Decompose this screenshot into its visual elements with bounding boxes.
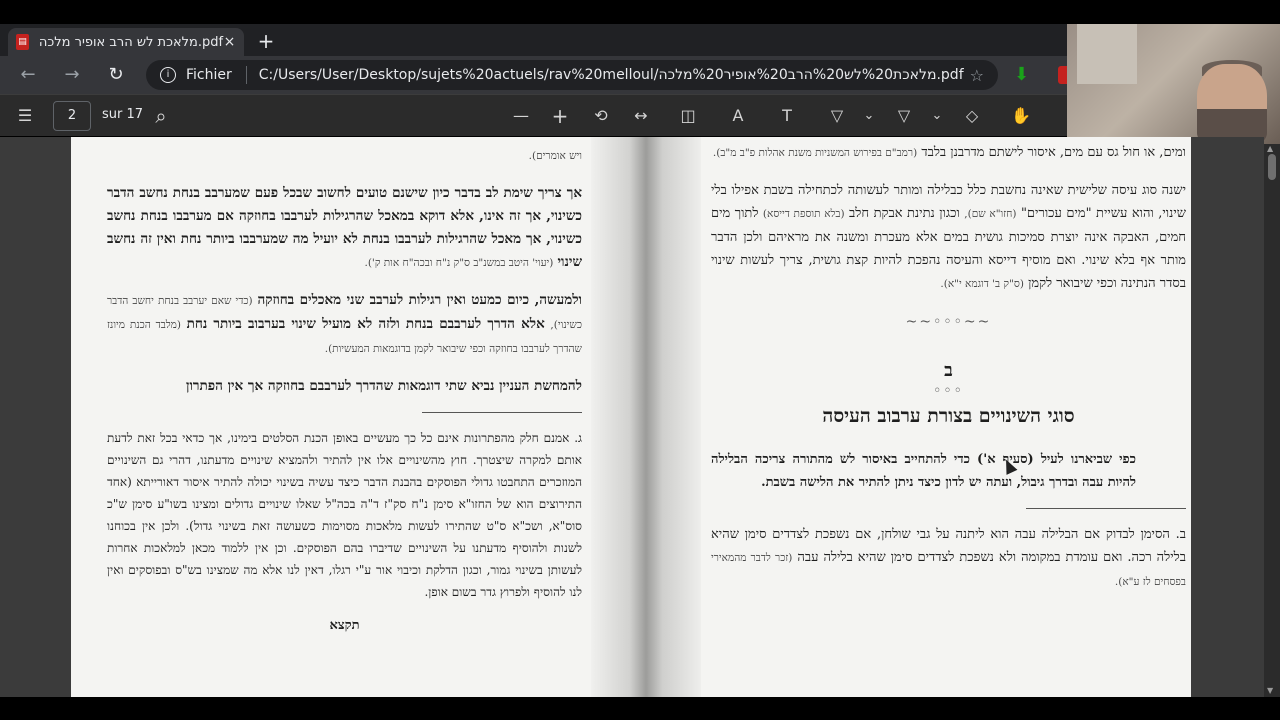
- left-top-fragment: ויש אומרים).: [528, 150, 582, 162]
- pdf-file-icon: ▤: [16, 34, 29, 50]
- left-paragraph-1: אך צריך שימת לב בדבר כיון שישנם טועים לחשוב שבכל פעם שמערבב בנחת נחשב הדבר כשינוי, אך זה אינו, אלא דוקא במאכל שהרגילות לערבבו בחוזקה אם מערבבו בנחת נחשב כשינוי, אך מאכל שהרגילות לערבבו בנחת לא יועיל מה שמערבבו ביותר נחת ואין זה נחשב שינוי (יעוי' היטב במשנ"ב ס"ק נ"ח ובכה"ח אות ק').: [107, 185, 582, 270]
- left-paragraph-2: ולמעשה, כיום כמעט ואין רגילות לערבב שני מאכלים בחוזקה (כדי שאם יערבב בנחת יחשב הדבר כשינוי), אלא הדרך לערבבם בנחת ולזה לא מועיל שינוי בערבוב ביותר נחת (מלבד הכנת מיונז שהדרך לערבבו בחוזקה וכפי שיבואר לקמן בדוגמאות המעשיות).: [107, 292, 582, 355]
- contents-icon[interactable]: ☰: [17, 106, 33, 125]
- left-divider: [422, 412, 582, 413]
- top-frame: [0, 0, 1280, 24]
- pdf-toolbar: [0, 94, 1067, 136]
- tab-title: מלאכת לש הרב אופיר מלכה.pdf: [38, 34, 224, 50]
- chapter-title: סוגי השינויים בצורת ערבוב העיסה: [822, 405, 1075, 427]
- reload-button[interactable]: ↻: [108, 64, 124, 85]
- omnibox-separator: [246, 66, 247, 84]
- section-ornament: ~~◦◦◦~~: [905, 314, 992, 330]
- back-button[interactable]: ←: [20, 64, 36, 85]
- left-paragraph-3: להמחשת העניין נביא שתי דוגמאות שהדרך לערבבם בחוזקה אך אין הפתרון: [186, 378, 582, 394]
- webcam-overlay: [1067, 24, 1280, 144]
- two-page-icon[interactable]: ◫: [680, 106, 696, 125]
- draw-icon[interactable]: ▽: [830, 106, 844, 125]
- url-text: C:/Users/User/Desktop/sujets%20actuels/rav%20melloul/מלאכת%20לש%20הרב%20אופיר%20מלכה.pdf: [258, 67, 964, 83]
- url-input[interactable]: [146, 60, 998, 90]
- right-page: [711, 141, 1186, 608]
- extension-icon[interactable]: [1058, 66, 1067, 84]
- left-page-footer: תקצא: [329, 618, 360, 633]
- right-top-paragraph: ומים, או חול גס עם מים, איסור לישתם מדרבנן בלבד (רמב"ם בפירוש המשניות משנת אהלות פ"ב מ"ב).: [712, 145, 1186, 160]
- book-gutter: [591, 137, 701, 697]
- zoom-out-button[interactable]: —: [513, 106, 529, 125]
- add-text-icon[interactable]: T: [782, 106, 792, 125]
- scrollbar-thumb[interactable]: [1268, 154, 1276, 180]
- read-aloud-icon[interactable]: A: [732, 106, 744, 125]
- chapter-ornament: ◦◦◦: [933, 383, 964, 399]
- left-paragraph-4: ג. אמנם חלק מהפתרונות אינם כל כך מעשיים באופן הכנת הסלטים בימינו, אך כדאי בכל זאת לדעת אותם למקרה שיצטרך. חוץ מהשינויים אלו אין להתיר ולהמציא שינויים מדעתנו, דהרי גם השינויים המוזכרים התחבטו גדולי הפוסקים בהבנת הדבר כיצד עשיה בשינוי יכולה להתיר איסור דאורייתא (אחד התירוצים הוא של החזו"א סימן נ"ח סק"ז ד"ה בכה"ל שאלו שינויים גדולים ומצינו בשו"ע סימן ש"כ סוס"א, ושכ"א ס"ט שהתירו לעשות מלאכות מסוימות כשעושה זאת בשינוי גדול). ולכן אין בכוחנו לשנות ולהוסיף מדעתנו על השינויים שדיברו בהם הפוסקים. וכן אין ללמוד מכאן למלאכות אחרות לעשותן בשינוי גמור, וכגון הדלקת וכיבוי אור ע"י רגלו, דאין לנו אלא מה שמצינו בש"ס ובפוסקים ואין לנו להוסיף ולפרוץ גדר בשום אופן.: [107, 431, 582, 599]
- erase-icon[interactable]: ◇: [965, 106, 979, 125]
- chapter-letter: ב: [944, 360, 953, 381]
- chapter-intro: כפי שביארנו לעיל (סעיף א') כדי להתחייב באיסור לש מהתורה צריכה הבלילה להיות עבה ובדרך גיבול, ועתה יש לדון כיצד ניתן להתיר את הלישה בשבת.: [711, 452, 1136, 490]
- download-icon[interactable]: ⬇: [1014, 64, 1030, 85]
- webcam-background: [1077, 24, 1137, 84]
- page-number-input[interactable]: 2: [53, 101, 91, 131]
- zoom-in-button[interactable]: +: [551, 104, 569, 128]
- address-bar: [0, 56, 1067, 94]
- site-info-icon[interactable]: i: [160, 67, 176, 83]
- tab-bar: [0, 24, 1067, 56]
- forward-button[interactable]: →: [64, 64, 80, 85]
- page-total: sur 17: [102, 107, 144, 122]
- favorite-star-icon[interactable]: ☆: [969, 66, 984, 85]
- search-icon[interactable]: ⌕: [155, 104, 167, 128]
- draw-dropdown-icon[interactable]: ⌄: [863, 108, 875, 123]
- fit-width-icon[interactable]: ↔: [634, 106, 648, 125]
- highlight-icon[interactable]: ▽: [897, 106, 911, 125]
- right-paragraph-1: ישנה סוג עיסה שלישית שאינה נחשבת כלל כבלילה ומותר לעשותה לכתחילה בשבת אפילו בלי שינוי, והוא עשיית "מים עכורים" (חזו"א שם), וכגון נתינת אבקת חלב (בלא תוספת דייסא) לתוך מים חמים, האבקה אינה יוצרת סמיכות גושית במים אלא מעכרת ומשנה את מראיהם ולכן הדבר מותר אף בלא שינוי. ואם מוסיף דייסא והעיסה נהפכת להיות קצת גושית, צריך לעשות שינוי בסדר הנתינה וכפי שיבואר לקמן (ס"ק ב' דוגמא י"א).: [711, 183, 1186, 291]
- left-page: [107, 145, 582, 633]
- tab-close-icon[interactable]: ×: [223, 34, 236, 50]
- scroll-up-icon[interactable]: ▲: [1267, 144, 1274, 153]
- rotate-icon[interactable]: ⟲: [594, 106, 608, 125]
- vertical-scrollbar[interactable]: [1264, 144, 1280, 697]
- bottom-frame: [0, 697, 1280, 720]
- scroll-down-icon[interactable]: ▼: [1267, 686, 1274, 695]
- touch-icon[interactable]: ✋: [1011, 106, 1031, 125]
- highlight-dropdown-icon[interactable]: ⌄: [931, 108, 943, 123]
- scheme-label: Fichier: [186, 67, 232, 83]
- tab-pdf[interactable]: [8, 28, 244, 56]
- right-paragraph-2: ב. הסימן לבדוק אם הבלילה עבה הוא ליתנה על גבי שולחן, אם נשפכת לצדדים סימן שהיא בלילה רכה. ואם עומדת במקומה ולא נשפכת לצדדים סימן שהיא בלילה עבה (זכר לדבר מהמאירי בפסחים לז ע"א).: [711, 527, 1186, 588]
- new-tab-button[interactable]: +: [257, 29, 275, 53]
- scanned-spread: [71, 137, 1191, 697]
- pdf-viewer[interactable]: [0, 137, 1264, 697]
- right-divider: [1026, 508, 1186, 509]
